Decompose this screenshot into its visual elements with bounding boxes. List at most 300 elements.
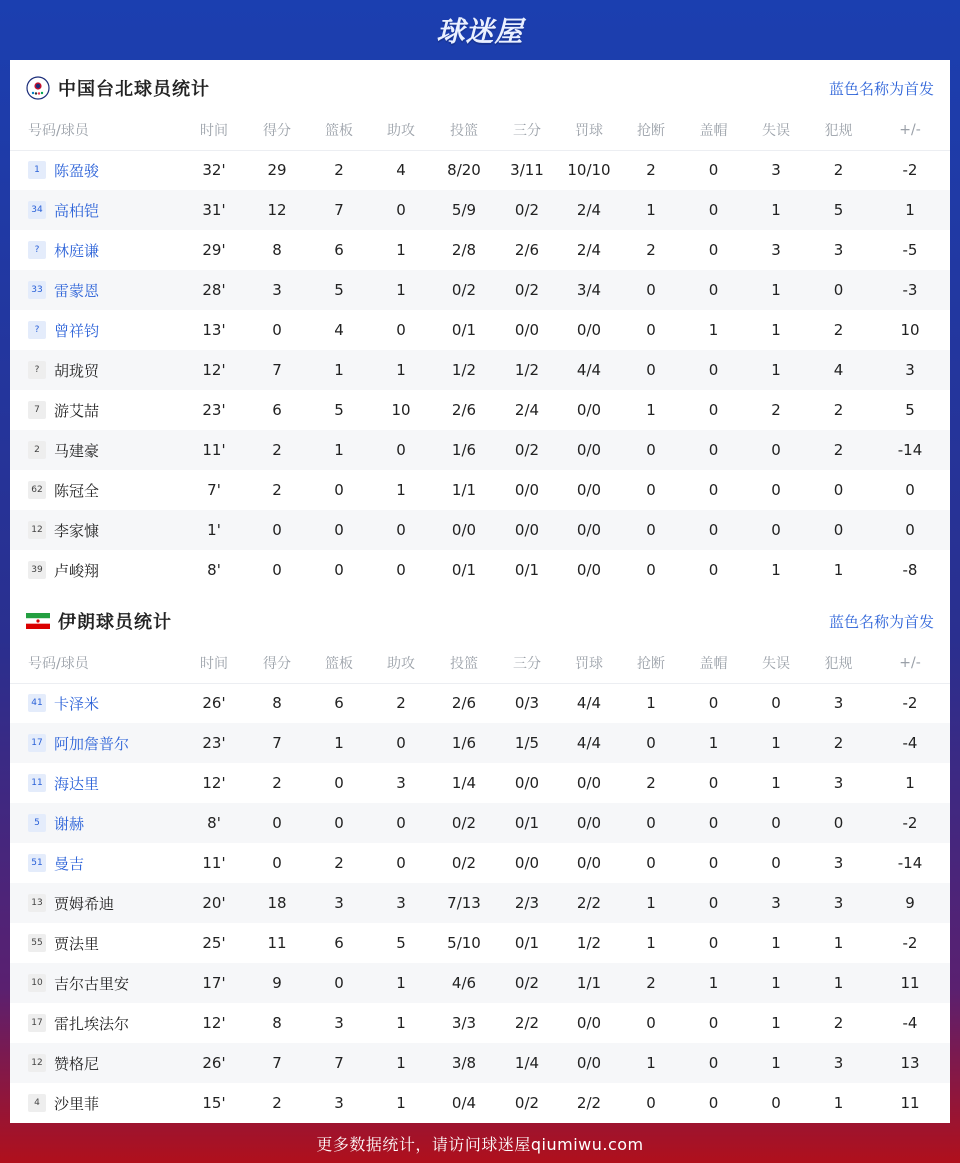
stat-cell: 8: [272, 1014, 282, 1032]
stat-cell: 1: [370, 963, 432, 1003]
stat-cell: 0/1: [451, 321, 477, 339]
player-name-link[interactable]: 李家慷: [54, 521, 100, 540]
stat-cell: 1/2: [576, 934, 602, 952]
stat-cell: 5/9: [432, 190, 496, 230]
stat-cell: 2: [833, 321, 844, 339]
stat-cell: 1/2: [496, 350, 558, 390]
stat-cell: 2/6: [451, 694, 477, 713]
table-row[interactable]: [10, 390, 950, 430]
stat-cell: 0: [246, 803, 308, 843]
stat-cell: 0: [246, 510, 308, 550]
stat-cell: 7: [246, 1043, 308, 1083]
stat-cell: 11: [870, 963, 950, 1003]
column-header: 号码/球员: [10, 110, 182, 150]
stat-cell: 3: [833, 694, 844, 713]
stat-cell: 1: [682, 723, 745, 763]
stat-cell: 0/2: [496, 190, 558, 230]
stat-cell: 29': [202, 241, 226, 259]
stat-cell: 10: [900, 321, 920, 339]
stat-cell: 0/0: [576, 321, 602, 339]
stat-cell: 0: [708, 694, 719, 713]
stat-cell: 3: [833, 854, 844, 872]
stat-cell: -14: [870, 430, 950, 470]
stat-cell: 0: [370, 510, 432, 550]
stat-cell: 1/1: [558, 963, 620, 1003]
stat-cell: 0: [682, 430, 745, 470]
player-name-link[interactable]: 高柏铠: [54, 201, 100, 220]
stat-cell: 3/3: [451, 1014, 477, 1032]
jersey-number-badge: 13: [28, 894, 46, 912]
column-header: 助攻: [370, 110, 432, 150]
stat-cell: 5: [905, 401, 915, 419]
table-row[interactable]: [10, 923, 950, 963]
team-section-title-0: [10, 60, 950, 116]
stat-cell: 2/2: [576, 1094, 602, 1112]
stat-cell: -2: [902, 694, 918, 713]
stat-cell: 1: [396, 1014, 406, 1032]
player-cell: [10, 190, 182, 230]
column-header: 篮板: [308, 110, 370, 150]
stat-cell: 0: [620, 510, 682, 550]
stat-cell: 3: [870, 350, 950, 390]
stat-cell: 0/0: [514, 774, 540, 792]
stat-cell: 15': [202, 1094, 226, 1112]
player-cell: [10, 883, 182, 923]
stat-cell: 3/8: [432, 1043, 496, 1083]
stat-cell: 0: [682, 883, 745, 923]
iran-flag-icon: [26, 609, 50, 633]
stat-cell: 1: [833, 1094, 844, 1112]
stat-cell: 1: [396, 481, 406, 499]
stat-cell: 2: [620, 963, 682, 1003]
table-row[interactable]: [10, 883, 950, 923]
stat-cell: 3/4: [558, 270, 620, 310]
stat-cell: 0: [272, 321, 282, 339]
stat-cell: 2: [833, 161, 844, 180]
column-header: 投篮: [432, 643, 496, 683]
column-header: 失误: [745, 643, 807, 683]
stat-cell: 8': [207, 561, 221, 579]
column-header: 三分: [496, 643, 558, 683]
stat-cell: 1: [308, 723, 370, 763]
stat-cell: 0/0: [576, 774, 602, 792]
jersey-number-badge: ?: [28, 321, 46, 339]
player-name-link[interactable]: 曾祥钧: [54, 321, 100, 340]
stat-cell: 2: [833, 1014, 844, 1032]
table-header-row: [10, 110, 950, 150]
stat-cell: 1: [745, 963, 807, 1003]
stat-cell: 0: [708, 1014, 719, 1032]
stat-cell: 6: [272, 401, 282, 419]
stat-cell: 2: [807, 723, 870, 763]
stat-cell: 0/0: [558, 430, 620, 470]
stat-cell: 0/0: [558, 803, 620, 843]
starter-note: 蓝色名称为首发: [828, 79, 934, 98]
jersey-number-badge: 4: [28, 1094, 46, 1112]
stat-cell: 4/6: [432, 963, 496, 1003]
stat-cell: 0: [708, 934, 719, 952]
stat-cell: 0: [620, 723, 682, 763]
column-header: +/-: [870, 110, 950, 150]
table-row[interactable]: [10, 1003, 950, 1043]
stat-cell: 1: [620, 883, 682, 923]
column-header: 犯规: [807, 110, 870, 150]
table-row[interactable]: [10, 430, 950, 470]
column-header: 投篮: [432, 110, 496, 150]
stat-cell: -2: [870, 803, 950, 843]
jersey-number-badge: ?: [28, 361, 46, 379]
header: [0, 0, 960, 60]
stat-cell: 2: [646, 241, 656, 259]
player-cell: [10, 923, 182, 963]
stat-cell: 0: [370, 803, 432, 843]
stat-cell: 4/4: [558, 350, 620, 390]
stat-cell: 0/2: [496, 270, 558, 310]
stat-cell: 3: [807, 883, 870, 923]
stat-cell: -4: [870, 723, 950, 763]
stat-cell: 0: [396, 854, 406, 872]
stat-cell: 0: [807, 510, 870, 550]
player-name-link[interactable]: 海达里: [54, 774, 100, 793]
player-name-link[interactable]: 谢赫: [54, 814, 85, 833]
table-row[interactable]: [10, 1043, 950, 1083]
team-stats-table-1: [10, 643, 950, 1123]
player-name-link[interactable]: 雷蒙恩: [54, 281, 100, 300]
player-cell: [10, 843, 182, 883]
stat-cell: 0: [807, 803, 870, 843]
stats-card: [10, 60, 950, 1123]
stat-cell: 2: [396, 694, 406, 713]
stat-cell: 1: [370, 270, 432, 310]
stat-cell: 8: [272, 694, 282, 713]
player-name-link[interactable]: 沙里菲: [54, 1094, 100, 1113]
stat-cell: 1/2: [432, 350, 496, 390]
player-name-link[interactable]: 游艾喆: [54, 401, 100, 420]
stat-cell: 3: [334, 1014, 344, 1032]
stat-cell: 1: [745, 270, 807, 310]
stat-cell: 32': [202, 161, 226, 180]
stat-cell: 1: [620, 1043, 682, 1083]
player-name-link[interactable]: 马建豪: [54, 441, 100, 460]
stat-cell: 1: [646, 934, 656, 952]
stat-cell: 0/0: [558, 510, 620, 550]
column-header: 犯规: [807, 643, 870, 683]
stat-cell: 3: [745, 883, 807, 923]
stat-cell: 7: [246, 350, 308, 390]
stat-cell: 0/0: [514, 854, 540, 872]
stat-cell: 3/11: [510, 161, 544, 180]
table-row[interactable]: [10, 843, 950, 883]
stat-cell: 2/2: [558, 883, 620, 923]
stat-cell: 6: [334, 241, 344, 259]
jersey-number-badge: 10: [28, 974, 46, 992]
stat-cell: 2: [272, 774, 282, 792]
stat-cell: 3: [833, 241, 844, 259]
table-row[interactable]: [10, 550, 950, 590]
table-header-row: [10, 643, 950, 683]
stat-cell: 0/0: [576, 401, 602, 419]
stat-cell: 4: [807, 350, 870, 390]
footer-link[interactable]: 更多数据统计，请访问球迷屋qiumiwu.com: [316, 1134, 644, 1154]
stat-cell: 31': [182, 190, 246, 230]
player-name-link[interactable]: 贾姆希迪: [54, 894, 115, 913]
stat-cell: 2: [771, 401, 781, 419]
stat-cell: 7: [308, 1043, 370, 1083]
stat-cell: 3: [807, 1043, 870, 1083]
stat-cell: 1: [745, 1043, 807, 1083]
jersey-number-badge: 62: [28, 481, 46, 499]
stat-cell: 0: [870, 510, 950, 550]
stat-cell: 0: [272, 854, 282, 872]
stat-cell: 1: [745, 723, 807, 763]
jersey-number-badge: 17: [28, 734, 46, 752]
stat-cell: 0: [308, 963, 370, 1003]
stat-cell: 1: [833, 561, 844, 579]
stat-cell: 0: [334, 481, 344, 499]
team-stats-table-0: [10, 110, 950, 590]
table-row[interactable]: [10, 1083, 950, 1123]
stat-cell: 1: [833, 934, 844, 952]
stat-cell: 6: [334, 934, 344, 952]
player-name-link[interactable]: 卢峻翔: [54, 561, 100, 580]
stat-cell: -3: [870, 270, 950, 310]
stat-cell: 0: [620, 270, 682, 310]
table-row[interactable]: [10, 763, 950, 803]
table-row[interactable]: [10, 150, 950, 190]
player-name-link[interactable]: 陈冠全: [54, 481, 100, 500]
stat-cell: 1: [308, 350, 370, 390]
player-cell: [10, 963, 182, 1003]
jersey-number-badge: 39: [28, 561, 46, 579]
table-row[interactable]: [10, 723, 950, 763]
stat-cell: 0: [396, 321, 406, 339]
stat-cell: 1: [745, 350, 807, 390]
player-name-link[interactable]: 胡珑贸: [54, 361, 100, 380]
column-header: 三分: [496, 110, 558, 150]
player-cell: [10, 270, 182, 310]
column-header: 罚球: [558, 110, 620, 150]
jersey-number-badge: 41: [28, 694, 46, 712]
column-header: 盖帽: [682, 110, 745, 150]
stat-cell: 10: [391, 401, 411, 419]
stat-cell: 0: [370, 723, 432, 763]
table-row[interactable]: [10, 190, 950, 230]
stat-cell: 1: [708, 321, 719, 339]
stat-cell: 0/0: [496, 510, 558, 550]
stat-cell: 1: [620, 190, 682, 230]
player-cell: [10, 150, 182, 190]
stat-cell: 3: [771, 161, 781, 180]
stat-cell: 0: [646, 854, 656, 872]
stat-cell: -2: [902, 161, 918, 180]
stat-cell: 0: [708, 161, 719, 180]
stat-cell: 4/4: [558, 723, 620, 763]
jersey-number-badge: 33: [28, 281, 46, 299]
stat-cell: 23': [182, 723, 246, 763]
stat-cell: 9: [870, 883, 950, 923]
column-header: 抢断: [620, 110, 682, 150]
jersey-number-badge: ?: [28, 241, 46, 259]
player-name-link[interactable]: 雷扎埃法尔: [54, 1014, 130, 1033]
stat-cell: 2: [272, 1094, 282, 1112]
column-header: 时间: [182, 110, 246, 150]
player-name-link[interactable]: 曼吉: [54, 854, 85, 873]
column-header: 助攻: [370, 643, 432, 683]
stat-cell: 1/6: [432, 723, 496, 763]
stat-cell: 0: [807, 270, 870, 310]
stat-cell: 0: [708, 481, 719, 499]
stat-cell: -14: [897, 854, 923, 872]
player-name-link[interactable]: 卡泽米: [54, 694, 100, 713]
column-header: 盖帽: [682, 643, 745, 683]
stat-cell: 0: [370, 430, 432, 470]
column-header: 抢断: [620, 643, 682, 683]
column-header: 时间: [182, 643, 246, 683]
stat-cell: 12': [182, 350, 246, 390]
stat-cell: 0: [771, 481, 781, 499]
stat-cell: -5: [902, 241, 918, 259]
stat-cell: 1/1: [451, 481, 477, 499]
stat-cell: 0/0: [514, 321, 540, 339]
stat-cell: 1: [807, 963, 870, 1003]
table-row[interactable]: [10, 270, 950, 310]
stat-cell: 0/2: [432, 270, 496, 310]
stat-cell: 0: [682, 803, 745, 843]
stat-cell: 2/4: [514, 401, 540, 419]
stat-cell: 1: [682, 963, 745, 1003]
team-title: 中国台北球员统计: [58, 79, 210, 100]
stat-cell: 26': [182, 1043, 246, 1083]
table-row[interactable]: [10, 963, 950, 1003]
stat-cell: 0: [646, 321, 656, 339]
stat-cell: 23': [202, 401, 226, 419]
player-cell: [10, 763, 182, 803]
stat-cell: 0: [646, 1014, 656, 1032]
stat-cell: 3: [308, 883, 370, 923]
table-row[interactable]: [10, 470, 950, 510]
stat-cell: 0/1: [496, 803, 558, 843]
stat-cell: 1: [771, 934, 781, 952]
stat-cell: 1: [370, 350, 432, 390]
player-name-link[interactable]: 吉尔古里安: [54, 974, 130, 993]
stat-cell: 12': [202, 1014, 226, 1032]
player-name-link[interactable]: 阿加詹普尔: [54, 734, 130, 753]
stat-cell: 0: [308, 803, 370, 843]
stat-cell: 7: [246, 723, 308, 763]
stat-cell: 12': [202, 774, 226, 792]
stat-cell: 0: [646, 1094, 656, 1112]
player-cell: [10, 510, 182, 550]
stat-cell: 0: [396, 561, 406, 579]
stat-cell: 8: [272, 241, 282, 259]
player-cell: [10, 1083, 182, 1123]
stat-cell: 3: [771, 241, 781, 259]
stat-cell: 11': [182, 430, 246, 470]
player-cell: [10, 550, 182, 590]
stat-cell: 2/4: [576, 241, 602, 259]
stat-cell: 0: [682, 350, 745, 390]
table-row[interactable]: [10, 350, 950, 390]
column-header: 篮板: [308, 643, 370, 683]
jersey-number-badge: 7: [28, 401, 46, 419]
chinese-taipei-olympic-flag-icon: [26, 76, 50, 100]
site-logo[interactable]: 球迷屋: [436, 15, 524, 48]
stat-cell: 1: [646, 694, 656, 713]
stat-cell: 5/10: [447, 934, 481, 952]
stat-cell: 0: [771, 854, 781, 872]
stat-cell: 4: [396, 161, 406, 180]
stat-cell: 2/3: [496, 883, 558, 923]
player-name-link[interactable]: 陈盈骏: [54, 161, 100, 180]
stat-cell: 2: [246, 430, 308, 470]
stat-cell: 3: [370, 883, 432, 923]
stat-cell: -8: [902, 561, 918, 579]
stat-cell: 25': [202, 934, 226, 952]
player-cell: [10, 1003, 182, 1043]
jersey-number-badge: 12: [28, 521, 46, 539]
stat-cell: 4/4: [576, 694, 602, 713]
stat-cell: 1/6: [432, 430, 496, 470]
stat-cell: 0: [745, 430, 807, 470]
table-row[interactable]: [10, 683, 950, 723]
stat-cell: 13': [202, 321, 226, 339]
table-row[interactable]: [10, 230, 950, 270]
stat-cell: 8/20: [447, 161, 481, 180]
stat-cell: 0/3: [514, 694, 540, 713]
stat-cell: 10/10: [567, 161, 611, 180]
stat-cell: 7/13: [432, 883, 496, 923]
stat-cell: 2: [646, 161, 656, 180]
stat-cell: 0/0: [558, 1043, 620, 1083]
player-name-link[interactable]: 赞格尼: [54, 1054, 100, 1073]
stat-cell: 0/2: [514, 1094, 540, 1112]
stat-cell: 20': [182, 883, 246, 923]
stat-cell: 2/6: [451, 401, 477, 419]
stat-cell: 0/0: [432, 510, 496, 550]
table-row[interactable]: [10, 510, 950, 550]
player-cell: [10, 470, 182, 510]
stat-cell: 0: [308, 510, 370, 550]
stat-cell: 0: [620, 803, 682, 843]
table-row[interactable]: [10, 310, 950, 350]
stat-cell: 0: [708, 241, 719, 259]
jersey-number-badge: 11: [28, 774, 46, 792]
jersey-number-badge: 1: [28, 161, 46, 179]
stat-cell: 5: [334, 401, 344, 419]
stat-cell: 5: [308, 270, 370, 310]
stat-cell: 0: [334, 774, 344, 792]
column-header: 号码/球员: [10, 643, 182, 683]
player-cell: [10, 683, 182, 723]
player-name-link[interactable]: 林庭谦: [54, 241, 100, 260]
table-row[interactable]: [10, 803, 950, 843]
stat-cell: 0: [833, 481, 844, 499]
stat-cell: 11: [900, 1094, 920, 1112]
player-name-link[interactable]: 贾法里: [54, 934, 100, 953]
stat-cell: 18: [246, 883, 308, 923]
stat-cell: 4: [334, 321, 344, 339]
stat-cell: 0: [708, 561, 719, 579]
stat-cell: 2: [646, 774, 656, 792]
stat-cell: 0: [771, 1094, 781, 1112]
stat-cell: 7: [308, 190, 370, 230]
jersey-number-badge: 5: [28, 814, 46, 832]
stat-cell: 2: [272, 481, 282, 499]
stat-cell: 0/2: [451, 854, 477, 872]
stat-cell: 0/0: [576, 1014, 602, 1032]
stat-cell: 0: [708, 1094, 719, 1112]
player-cell: [10, 230, 182, 270]
